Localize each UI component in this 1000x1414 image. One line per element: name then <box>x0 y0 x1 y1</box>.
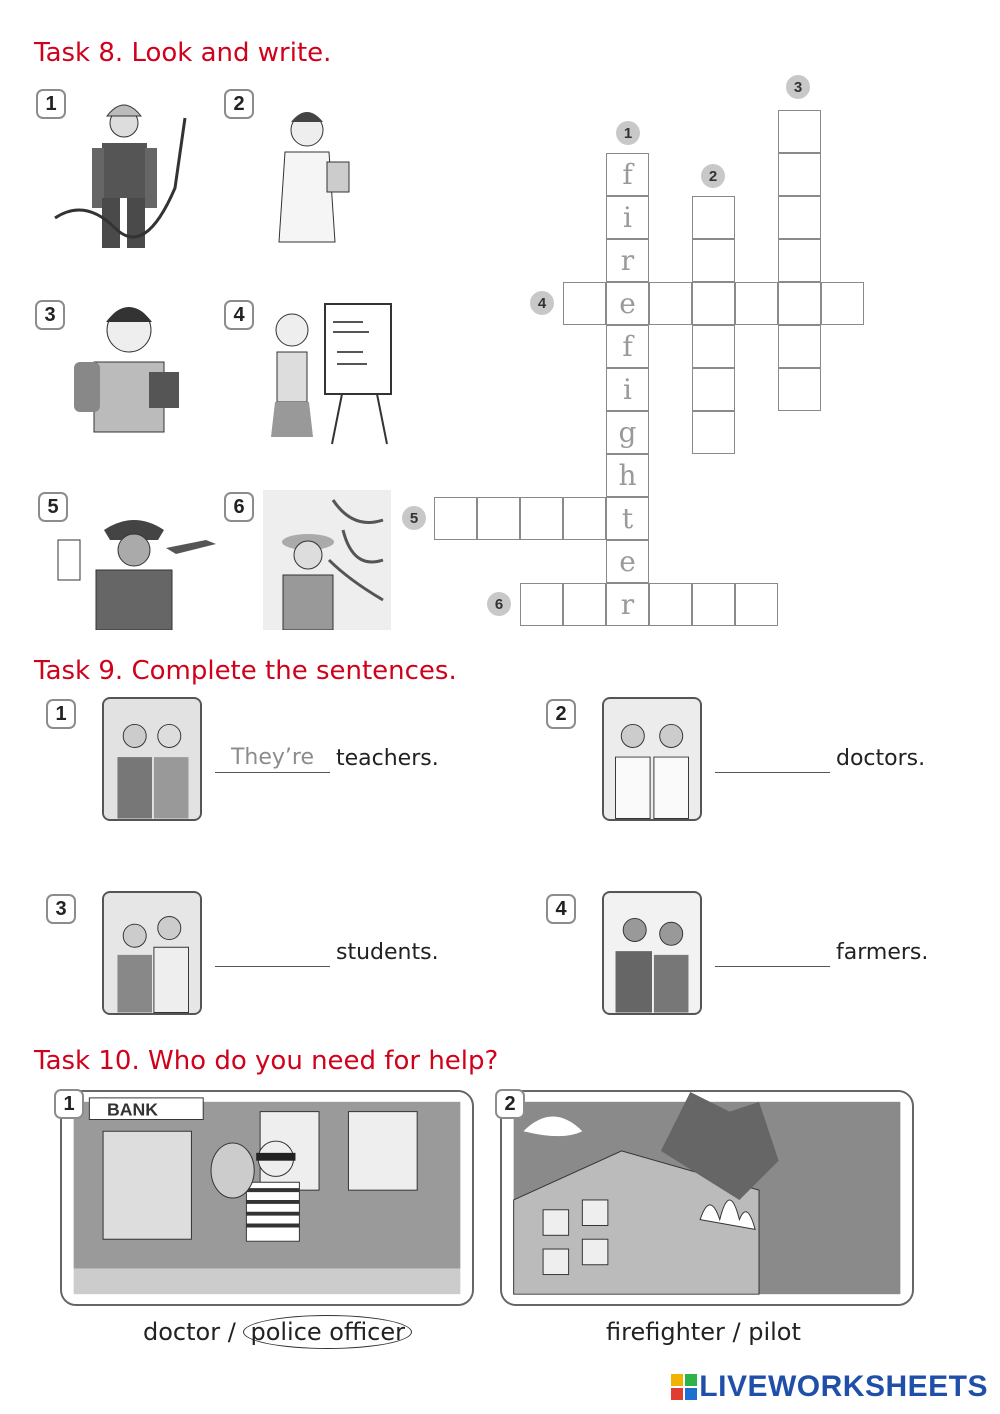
crossword-cell-given: f <box>606 325 649 368</box>
crossword-letter-input[interactable] <box>693 240 734 281</box>
crossword-letter-input[interactable] <box>779 240 820 281</box>
pilot-illustration <box>46 490 228 630</box>
crossword-cell-input[interactable] <box>563 282 606 325</box>
picture-firefighter <box>47 88 199 260</box>
crossword-cell-input[interactable] <box>692 239 735 282</box>
crossword-letter-input[interactable] <box>779 197 820 238</box>
crossword-letter-input[interactable] <box>693 197 734 238</box>
picture-teacher <box>247 292 398 448</box>
choice-line-1 <box>143 1318 412 1346</box>
crossword-cell-input[interactable] <box>778 196 821 239</box>
photo-doctors <box>602 697 702 821</box>
scene-number-1: 1 <box>54 1089 84 1119</box>
sentence-word-3: students. <box>336 940 439 965</box>
crossword-cell-input[interactable] <box>649 583 692 626</box>
photo-farmers <box>602 891 702 1015</box>
picture-number-1: 1 <box>36 89 66 119</box>
answer-input-1[interactable] <box>215 743 330 773</box>
crossword-cell-input[interactable] <box>778 110 821 153</box>
crossword-cell-given: f <box>606 153 649 196</box>
sentence-word-2: doctors. <box>836 746 926 771</box>
crossword-letter-input[interactable] <box>521 584 562 625</box>
clue-number-2: 2 <box>701 164 725 188</box>
crossword-letter-input[interactable] <box>564 584 605 625</box>
crossword-cell-given: t <box>606 497 649 540</box>
crossword-letter-input[interactable] <box>779 369 820 410</box>
farmer-illustration <box>263 490 391 630</box>
picture-number-6: 6 <box>224 492 254 522</box>
crossword-cell-input[interactable] <box>692 368 735 411</box>
scene-number-2: 2 <box>495 1089 525 1119</box>
photo-students <box>102 891 202 1015</box>
crossword-cell-input[interactable] <box>692 282 735 325</box>
answer-blank-4[interactable] <box>715 936 830 967</box>
scene-bank-robbery <box>60 1090 474 1306</box>
crossword-cell-input[interactable] <box>563 583 606 626</box>
answer-blank-2[interactable] <box>715 742 830 773</box>
crossword-cell-given: i <box>606 368 649 411</box>
crossword-letter-input[interactable] <box>736 283 777 324</box>
choice-option-doctor[interactable]: doctor <box>143 1318 221 1346</box>
robber-scene-illustration <box>62 1092 472 1304</box>
crossword-letter-input[interactable] <box>693 326 734 367</box>
brand-text: LIVEWORKSHEETS <box>699 1370 988 1403</box>
crossword-cell-input[interactable] <box>692 196 735 239</box>
scene-building-fire <box>500 1090 914 1306</box>
crossword-cell-input[interactable] <box>692 583 735 626</box>
doctors-photo-icon <box>604 699 700 819</box>
crossword-letter-input[interactable] <box>693 412 734 453</box>
picture-doctor <box>257 92 359 260</box>
crossword-cell-input[interactable] <box>778 282 821 325</box>
crossword-letter-input[interactable] <box>822 283 863 324</box>
task8-title: Task 8. Look and write. <box>34 38 332 68</box>
answer-input-2[interactable] <box>715 743 830 773</box>
task10-title: Task 10. Who do you need for help? <box>34 1046 499 1076</box>
picture-farmer <box>263 490 391 630</box>
crossword-cell-input[interactable] <box>778 325 821 368</box>
liveworksheets-logo-icon <box>671 1374 697 1400</box>
crossword-cell-input[interactable] <box>563 497 606 540</box>
crossword-letter-input[interactable] <box>478 498 519 539</box>
crossword-cell-input[interactable] <box>692 411 735 454</box>
sentence-number-1: 1 <box>46 699 76 729</box>
sentence-number-4: 4 <box>546 894 576 924</box>
answer-input-4[interactable] <box>715 937 830 967</box>
farmers-photo-icon <box>604 893 700 1013</box>
crossword-cell-given: r <box>606 239 649 282</box>
picture-number-5: 5 <box>38 492 68 522</box>
fire-scene-illustration <box>502 1092 912 1304</box>
picture-number-2: 2 <box>224 89 254 119</box>
sentence-word-1: teachers. <box>336 746 439 771</box>
crossword-letter-input[interactable] <box>650 584 691 625</box>
crossword-letter-input[interactable] <box>779 154 820 195</box>
crossword-cell-input[interactable] <box>778 153 821 196</box>
crossword-letter-input[interactable] <box>564 283 605 324</box>
sentence-number-3: 3 <box>46 894 76 924</box>
sentence-number-2: 2 <box>546 699 576 729</box>
crossword-letter-input[interactable] <box>650 283 691 324</box>
crossword-letter-input[interactable] <box>435 498 476 539</box>
teachers-photo-icon <box>104 699 200 819</box>
choice-separator: / <box>732 1318 741 1346</box>
crossword-cell-input[interactable] <box>735 583 778 626</box>
choice-option-firefighter[interactable]: firefighter <box>606 1318 725 1346</box>
teacher-illustration <box>247 292 398 448</box>
clue-number-4: 4 <box>530 291 554 315</box>
clue-number-1: 1 <box>616 121 640 145</box>
crossword-letter-input[interactable] <box>736 584 777 625</box>
crossword-letter-input[interactable] <box>779 283 820 324</box>
crossword-cell-input[interactable] <box>692 325 735 368</box>
crossword-cell-given: r <box>606 583 649 626</box>
clue-number-6: 6 <box>487 592 511 616</box>
crossword-cell-input[interactable] <box>520 497 563 540</box>
crossword-cell-input[interactable] <box>735 282 778 325</box>
bank-sign: BANK <box>107 1099 159 1120</box>
clue-number-3: 3 <box>786 75 810 99</box>
crossword-letter-input[interactable] <box>693 584 734 625</box>
task9-title: Task 9. Complete the sentences. <box>34 656 457 686</box>
firefighter-illustration <box>47 88 199 260</box>
crossword-cell-input[interactable] <box>778 368 821 411</box>
students-photo-icon <box>104 893 200 1013</box>
liveworksheets-brand <box>671 1370 988 1404</box>
picture-number-4: 4 <box>224 300 254 330</box>
answer-input-3[interactable] <box>215 937 330 967</box>
choice-separator: / <box>227 1318 236 1346</box>
sentence-word-4: farmers. <box>836 940 929 965</box>
crossword-cell-input[interactable] <box>520 583 563 626</box>
choice-line-2 <box>606 1318 801 1346</box>
picture-pilot <box>46 490 228 630</box>
crossword-cell-input[interactable] <box>477 497 520 540</box>
crossword-letter-input[interactable] <box>564 498 605 539</box>
doctor-illustration <box>257 92 359 260</box>
crossword-letter-input[interactable] <box>779 111 820 152</box>
crossword-letter-input[interactable] <box>693 283 734 324</box>
answer-blank-1[interactable] <box>215 742 330 773</box>
crossword-cell-input[interactable] <box>821 282 864 325</box>
choice-option-police-officer[interactable]: police officer <box>243 1315 412 1349</box>
crossword-cell-given: i <box>606 196 649 239</box>
crossword-cell-input[interactable] <box>434 497 477 540</box>
crossword-letter-input[interactable] <box>693 369 734 410</box>
crossword-cell-given: g <box>606 411 649 454</box>
crossword-letter-input[interactable] <box>521 498 562 539</box>
picture-number-3: 3 <box>35 300 65 330</box>
crossword-cell-input[interactable] <box>649 282 692 325</box>
choice-option-pilot[interactable]: pilot <box>748 1318 801 1346</box>
crossword-cell-given: e <box>606 540 649 583</box>
answer-blank-3[interactable] <box>215 936 330 967</box>
photo-teachers <box>102 697 202 821</box>
crossword-letter-input[interactable] <box>779 326 820 367</box>
crossword-cell-given: e <box>606 282 649 325</box>
clue-number-5: 5 <box>402 506 426 530</box>
crossword-cell-input[interactable] <box>778 239 821 282</box>
crossword-cell-given: h <box>606 454 649 497</box>
